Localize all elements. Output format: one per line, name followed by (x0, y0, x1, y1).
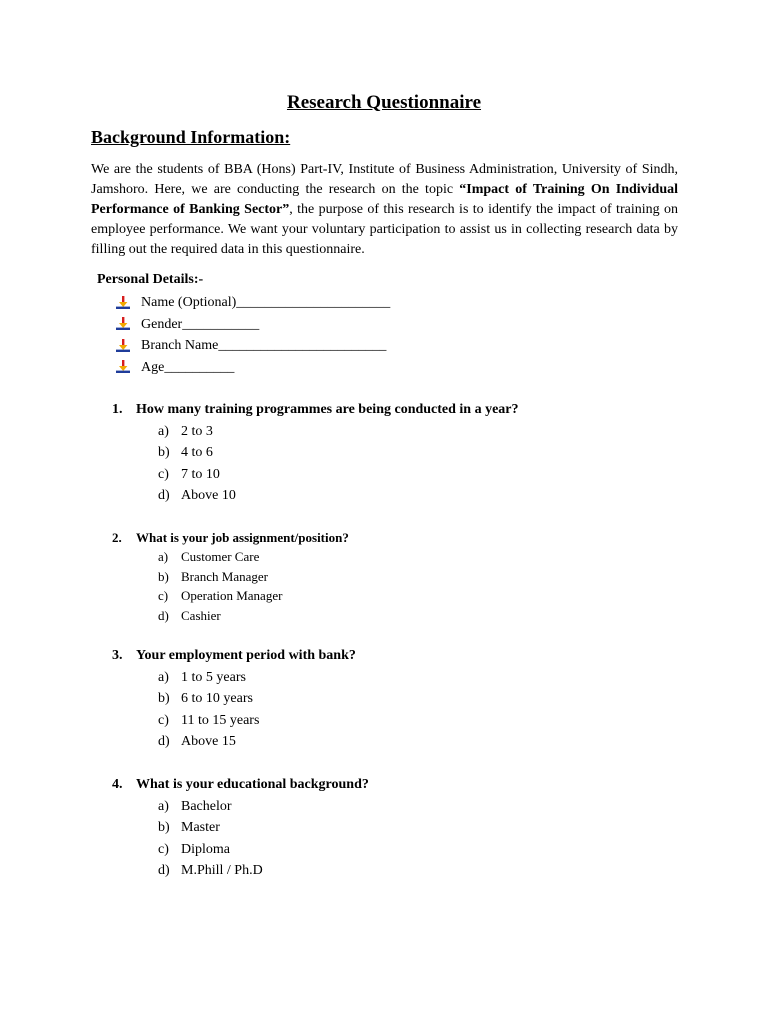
option-letter: d) (158, 733, 170, 749)
personal-detail-branch (116, 335, 390, 357)
answer-option[interactable] (158, 731, 402, 752)
answer-option[interactable] (158, 817, 415, 838)
option-text: Master (181, 820, 220, 836)
option-text: 6 to 10 years (181, 691, 253, 707)
option-text: Above 10 (181, 487, 236, 503)
option-letter: b) (158, 445, 170, 461)
option-text: Branch Manager (181, 568, 268, 584)
answer-option[interactable] (158, 606, 395, 626)
answer-option[interactable] (158, 464, 565, 485)
option-letter: b) (158, 568, 169, 584)
question-number: 4. (112, 777, 123, 792)
question-1-options (158, 421, 565, 506)
intro-paragraph (91, 160, 678, 260)
option-text: M.Phill / Ph.D (181, 862, 263, 878)
question-3-heading (112, 646, 356, 666)
answer-option[interactable] (158, 586, 395, 606)
personal-detail-age (116, 357, 390, 379)
option-text: 4 to 6 (181, 445, 213, 461)
option-letter: d) (158, 862, 170, 878)
option-text: 11 to 15 years (181, 712, 260, 728)
option-letter: c) (158, 712, 169, 728)
page-title: Research Questionnaire (286, 92, 482, 113)
arrow-bullet-icon (116, 296, 130, 310)
option-text: 2 to 3 (181, 424, 213, 439)
question-4-heading (112, 775, 369, 795)
option-text: Operation Manager (181, 588, 283, 604)
gender-field-blank[interactable]: ___________ (182, 316, 260, 332)
option-text: Diploma (181, 841, 230, 857)
answer-option[interactable] (158, 839, 415, 860)
question-1 (112, 400, 519, 506)
question-2 (112, 529, 349, 626)
option-letter: c) (158, 466, 169, 482)
option-text: 7 to 10 (181, 466, 220, 482)
arrow-bullet-icon (116, 339, 130, 353)
option-letter: d) (158, 608, 169, 624)
intro-text-end: , the purpose of this research is to identify the impact of training on employee performance. We want your voluntary participation to assist us in collecting research data by filling out the required data in this questionnaire. (91, 202, 678, 257)
name-field-blank[interactable]: ______________________ (236, 295, 391, 310)
option-letter: b) (158, 691, 170, 707)
option-letter: a) (158, 799, 169, 814)
name-field-label: Name (Optional) (141, 295, 237, 310)
option-letter: a) (158, 670, 169, 685)
research-topic: “Impact of Training On Individual Performance of Banking Sector” (91, 182, 679, 217)
question-2-heading (112, 529, 349, 547)
personal-detail-name (116, 292, 390, 314)
option-text: Above 15 (181, 733, 236, 749)
answer-option[interactable] (158, 485, 565, 506)
answer-option[interactable] (158, 710, 402, 731)
personal-details-list (116, 292, 390, 378)
background-heading: Background Information: (91, 127, 291, 147)
option-letter: b) (158, 820, 170, 836)
arrow-bullet-icon (116, 317, 130, 331)
option-letter: a) (158, 549, 169, 564)
option-text: Cashier (181, 608, 221, 624)
question-4-options (158, 796, 415, 881)
branch-field-label: Branch Name (141, 338, 219, 353)
answer-option[interactable] (158, 688, 402, 709)
question-1-heading (112, 400, 519, 420)
option-letter: c) (158, 841, 169, 857)
answer-option[interactable] (158, 860, 415, 881)
option-letter: d) (158, 487, 170, 503)
question-number: 3. (112, 648, 123, 663)
branch-field-blank[interactable]: ________________________ (218, 338, 387, 353)
question-3-options (158, 667, 402, 752)
answer-option[interactable] (158, 547, 395, 567)
answer-option[interactable] (158, 667, 402, 688)
question-text: What is your job assignment/position? (136, 530, 349, 545)
age-field-blank[interactable]: __________ (164, 359, 235, 375)
question-text: What is your educational background? (136, 777, 369, 792)
intro-text-start: We are the students of BBA (Hons) Part-IV, Institute of Business Administration, University of Sindh, Jamshoro. Here, we are conducting the research on the topic (91, 162, 678, 197)
option-text: Bachelor (181, 799, 232, 814)
question-3 (112, 646, 356, 752)
arrow-bullet-icon (116, 360, 130, 374)
question-text: How many training programmes are being conducted in a year? (136, 402, 519, 417)
question-text: Your employment period with bank? (136, 648, 356, 663)
option-letter: c) (158, 588, 169, 604)
personal-detail-gender (116, 314, 390, 336)
option-text: Customer Care (181, 549, 260, 564)
personal-details-heading: Personal Details:- (97, 272, 204, 287)
option-letter: a) (158, 424, 169, 439)
gender-field-label: Gender (141, 316, 183, 332)
question-number: 2. (112, 530, 122, 545)
answer-option[interactable] (158, 567, 395, 587)
question-number: 1. (112, 402, 123, 417)
question-2-options (158, 547, 395, 626)
question-4 (112, 775, 369, 881)
answer-option[interactable] (158, 796, 415, 817)
age-field-label: Age (141, 359, 165, 375)
option-text: 1 to 5 years (181, 670, 246, 685)
answer-option[interactable] (158, 421, 565, 442)
answer-option[interactable] (158, 442, 565, 463)
